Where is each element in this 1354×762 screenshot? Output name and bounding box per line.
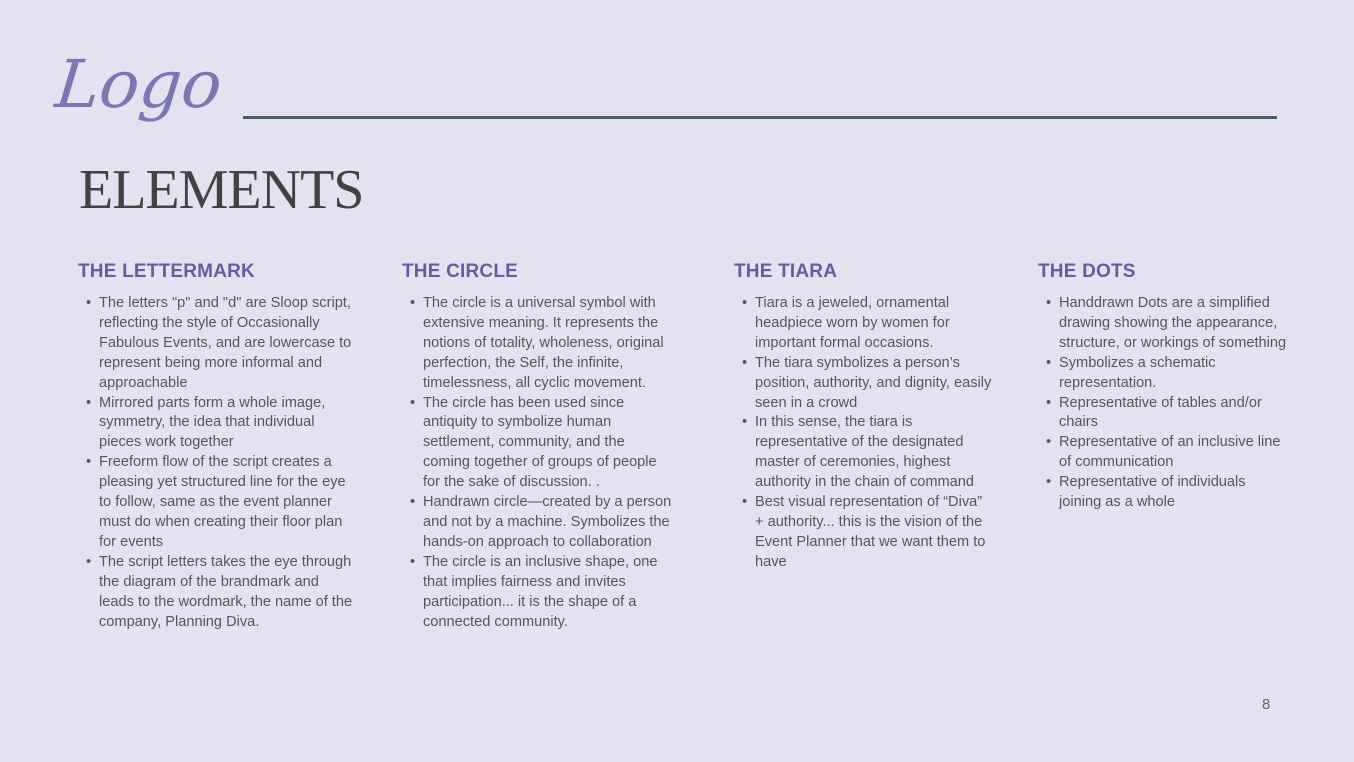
- bullet-item: • The tiara symbolizes a person’s position, authority, and dignity, easily seen in a crowd: [734, 354, 992, 414]
- column-heading-lettermark: THE LETTERMARK: [78, 261, 255, 282]
- bullet-item: • Handdrawn Dots are a simplified drawing showing the appearance, structure, or workings of something: [1038, 294, 1288, 354]
- bullet-item: • Representative of tables and/or chairs: [1038, 394, 1288, 434]
- bullet-item: • The circle has been used since antiquity to symbolize human settlement, community, and the coming together of groups of people for the sake of discussion. .: [402, 394, 674, 494]
- bullet-item: • Mirrored parts form a whole image, symmetry, the idea that individual pieces work together: [78, 394, 356, 454]
- bullet-item: • Representative of individuals joining as a whole: [1038, 473, 1288, 513]
- column-lettermark: [78, 261, 356, 632]
- page-number: 8: [1262, 696, 1271, 713]
- bullet-item: • The circle is an inclusive shape, one that implies fairness and invites participation... it is the shape of a connected community.: [402, 553, 674, 633]
- column-circle: [402, 261, 674, 632]
- bullet-item: • Handrawn circle—created by a person and not by a machine. Symbolizes the hands-on approach to collaboration: [402, 493, 674, 553]
- bullet-list-dots: [1038, 294, 1288, 513]
- bullet-item: • The circle is a universal symbol with extensive meaning. It represents the notions of totality, wholeness, original perfection, the Self, the infinite, timelessness, all cyclic movement.: [402, 294, 674, 394]
- column-heading-dots: THE DOTS: [1038, 261, 1136, 282]
- page-title: ELEMENTS: [79, 159, 364, 221]
- logo-script-text: Logo: [52, 46, 226, 123]
- bullet-item: • Best visual representation of “Diva” + authority... this is the vision of the Event Planner that we want them to have: [734, 493, 992, 573]
- bullet-item: • In this sense, the tiara is representative of the designated master of ceremonies, highest authority in the chain of command: [734, 413, 992, 493]
- column-dots: [1038, 261, 1288, 513]
- header-divider-line: [243, 116, 1277, 119]
- column-tiara: [734, 261, 992, 573]
- bullet-item: • Symbolizes a schematic representation.: [1038, 354, 1288, 394]
- column-heading-circle: THE CIRCLE: [402, 261, 518, 282]
- bullet-item: • The letters "p" and "d" are Sloop script, reflecting the style of Occasionally Fabulous Events, and are lowercase to represent being more informal and approachable: [78, 294, 356, 394]
- column-heading-tiara: THE TIARA: [734, 261, 838, 282]
- bullet-item: • The script letters takes the eye through the diagram of the brandmark and leads to the wordmark, the name of the company, Planning Diva.: [78, 553, 356, 633]
- bullet-item: • Tiara is a jeweled, ornamental headpiece worn by women for important formal occasions.: [734, 294, 992, 354]
- bullet-list-circle: [402, 294, 674, 632]
- bullet-item: • Freeform flow of the script creates a pleasing yet structured line for the eye to follow, same as the event planner must do when creating their floor plan for events: [78, 453, 356, 553]
- bullet-list-lettermark: [78, 294, 356, 632]
- bullet-list-tiara: [734, 294, 992, 573]
- bullet-item: • Representative of an inclusive line of communication: [1038, 433, 1288, 473]
